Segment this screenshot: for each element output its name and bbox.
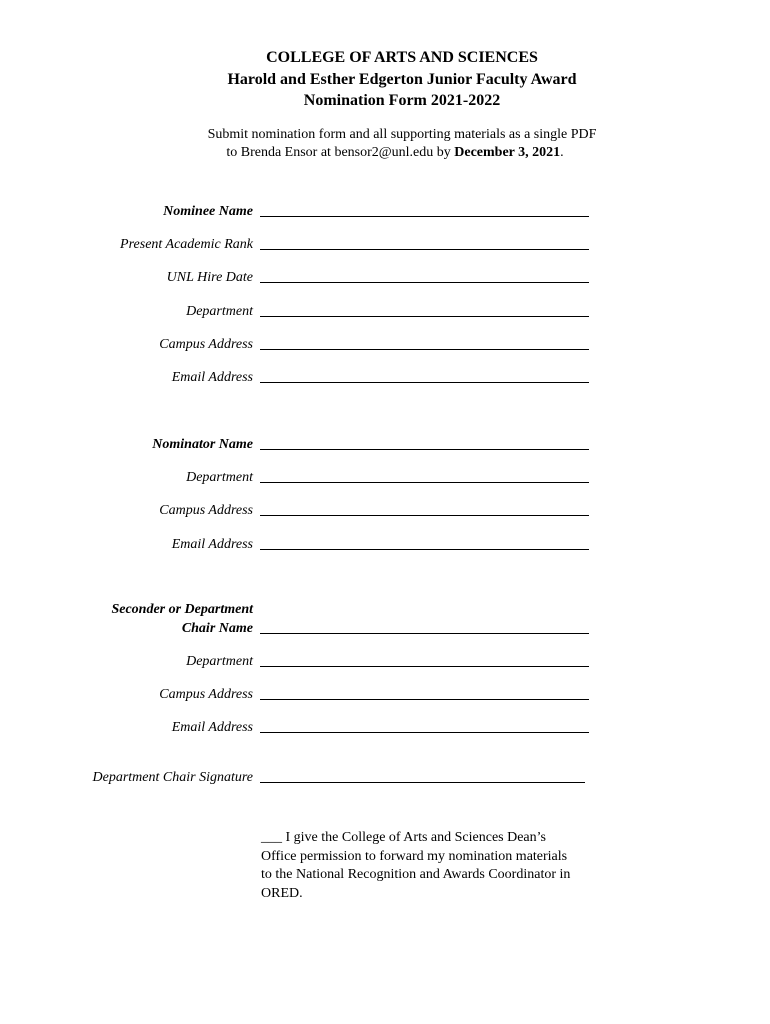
form-title: Nomination Form 2021-2022: [303, 92, 501, 109]
award-title: Harold and Esther Edgerton Junior Faculty Award: [227, 71, 577, 88]
seconder-name-field[interactable]: [260, 633, 589, 634]
instructions-line-2: [0, 144, 770, 162]
college-title: COLLEGE OF ARTS AND SCIENCES: [266, 49, 538, 66]
nominator-name-field[interactable]: [260, 449, 589, 450]
nominator-name-label: Nominator Name: [152, 437, 253, 452]
nominator-email-label: Email Address: [171, 537, 253, 552]
seconder-department-label: Department: [186, 654, 253, 669]
permission-statement[interactable]: ___ I give the College of Arts and Sciences Dean’s Office permission to forward my nomination materials to the National Recognition and Awards Coordinator in ORED.: [261, 830, 571, 901]
nominator-department-label: Department: [186, 470, 253, 485]
nominee-name-label: Nominee Name: [163, 204, 253, 219]
nominator-email-field[interactable]: [260, 549, 589, 550]
deadline-date: December 3, 2021: [454, 145, 561, 160]
academic-rank-label: Present Academic Rank: [120, 237, 253, 252]
nominee-department-label: Department: [186, 304, 253, 319]
nominee-name-field[interactable]: [260, 216, 589, 217]
nominator-campus-address-label: Campus Address: [159, 503, 253, 518]
seconder-campus-address-field[interactable]: [260, 699, 589, 700]
seconder-email-label: Email Address: [171, 720, 253, 735]
seconder-campus-address-label: Campus Address: [159, 687, 253, 702]
nominee-email-field[interactable]: [260, 382, 589, 383]
nominee-email-label: Email Address: [171, 370, 253, 385]
seconder-name-label-line-1: Seconder or Department: [111, 602, 253, 617]
nominee-campus-address-label: Campus Address: [159, 337, 253, 352]
nominee-campus-address-field[interactable]: [260, 349, 589, 350]
hire-date-label: UNL Hire Date: [166, 270, 253, 285]
nominator-department-field[interactable]: [260, 482, 589, 483]
instructions-line-1: Submit nomination form and all supporting materials as a single PDF: [207, 127, 597, 142]
chair-signature-field[interactable]: [260, 782, 585, 783]
seconder-name-label-line-2: Chair Name: [181, 621, 253, 636]
instructions-period: .: [560, 145, 564, 160]
instructions-text: to Brenda Ensor at bensor2@unl.edu by: [226, 145, 455, 160]
seconder-department-field[interactable]: [260, 666, 589, 667]
academic-rank-field[interactable]: [260, 249, 589, 250]
hire-date-field[interactable]: [260, 282, 589, 283]
nominator-campus-address-field[interactable]: [260, 515, 589, 516]
chair-signature-label: Department Chair Signature: [92, 770, 253, 785]
seconder-email-field[interactable]: [260, 732, 589, 733]
nominee-department-field[interactable]: [260, 316, 589, 317]
